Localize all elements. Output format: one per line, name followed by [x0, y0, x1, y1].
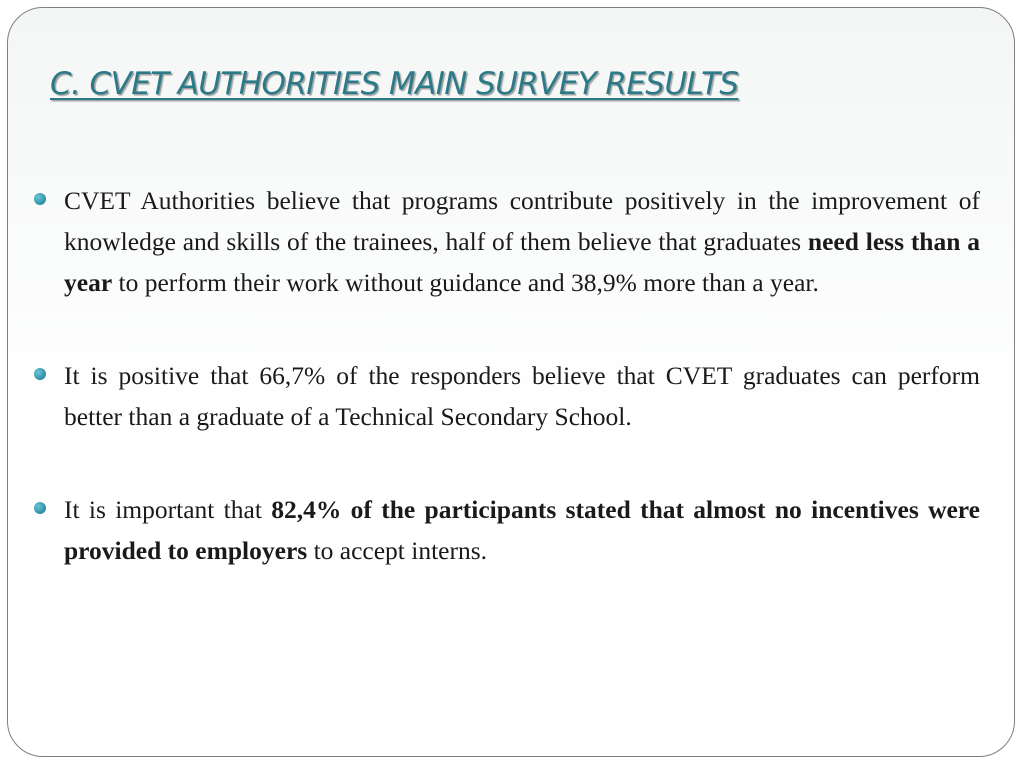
- bullet-icon: [34, 368, 46, 380]
- slide-title: C. CVET AUTHORITIES MAIN SURVEY RESULTS: [50, 66, 739, 102]
- bullet-text: It is positive that 66,7% of the responders believe that CVET graduates can perform better than a graduate of a Technical Secondary School.: [64, 361, 980, 431]
- bullet-text-end: to accept interns.: [307, 536, 488, 565]
- bullet-emphasis: need less than a year: [64, 227, 980, 297]
- bullet-icon: [34, 193, 46, 205]
- bullet-text: CVET Authorities believe that programs contribute positively in the improvement of knowledge and skills of the trainees, half of them believe that graduates: [64, 186, 980, 256]
- bullet-emphasis: 82,4% of the participants stated that almost no incentives were provided to employers: [64, 495, 980, 565]
- bullet-list: [34, 180, 980, 623]
- bullet-text-end: to perform their work without guidance and 38,9% more than a year.: [112, 268, 819, 297]
- bullet-item: [34, 180, 980, 303]
- bullet-text: It is important that: [64, 495, 272, 524]
- bullet-icon: [34, 502, 46, 514]
- bullet-item: [34, 489, 980, 571]
- bullet-item: [34, 355, 980, 437]
